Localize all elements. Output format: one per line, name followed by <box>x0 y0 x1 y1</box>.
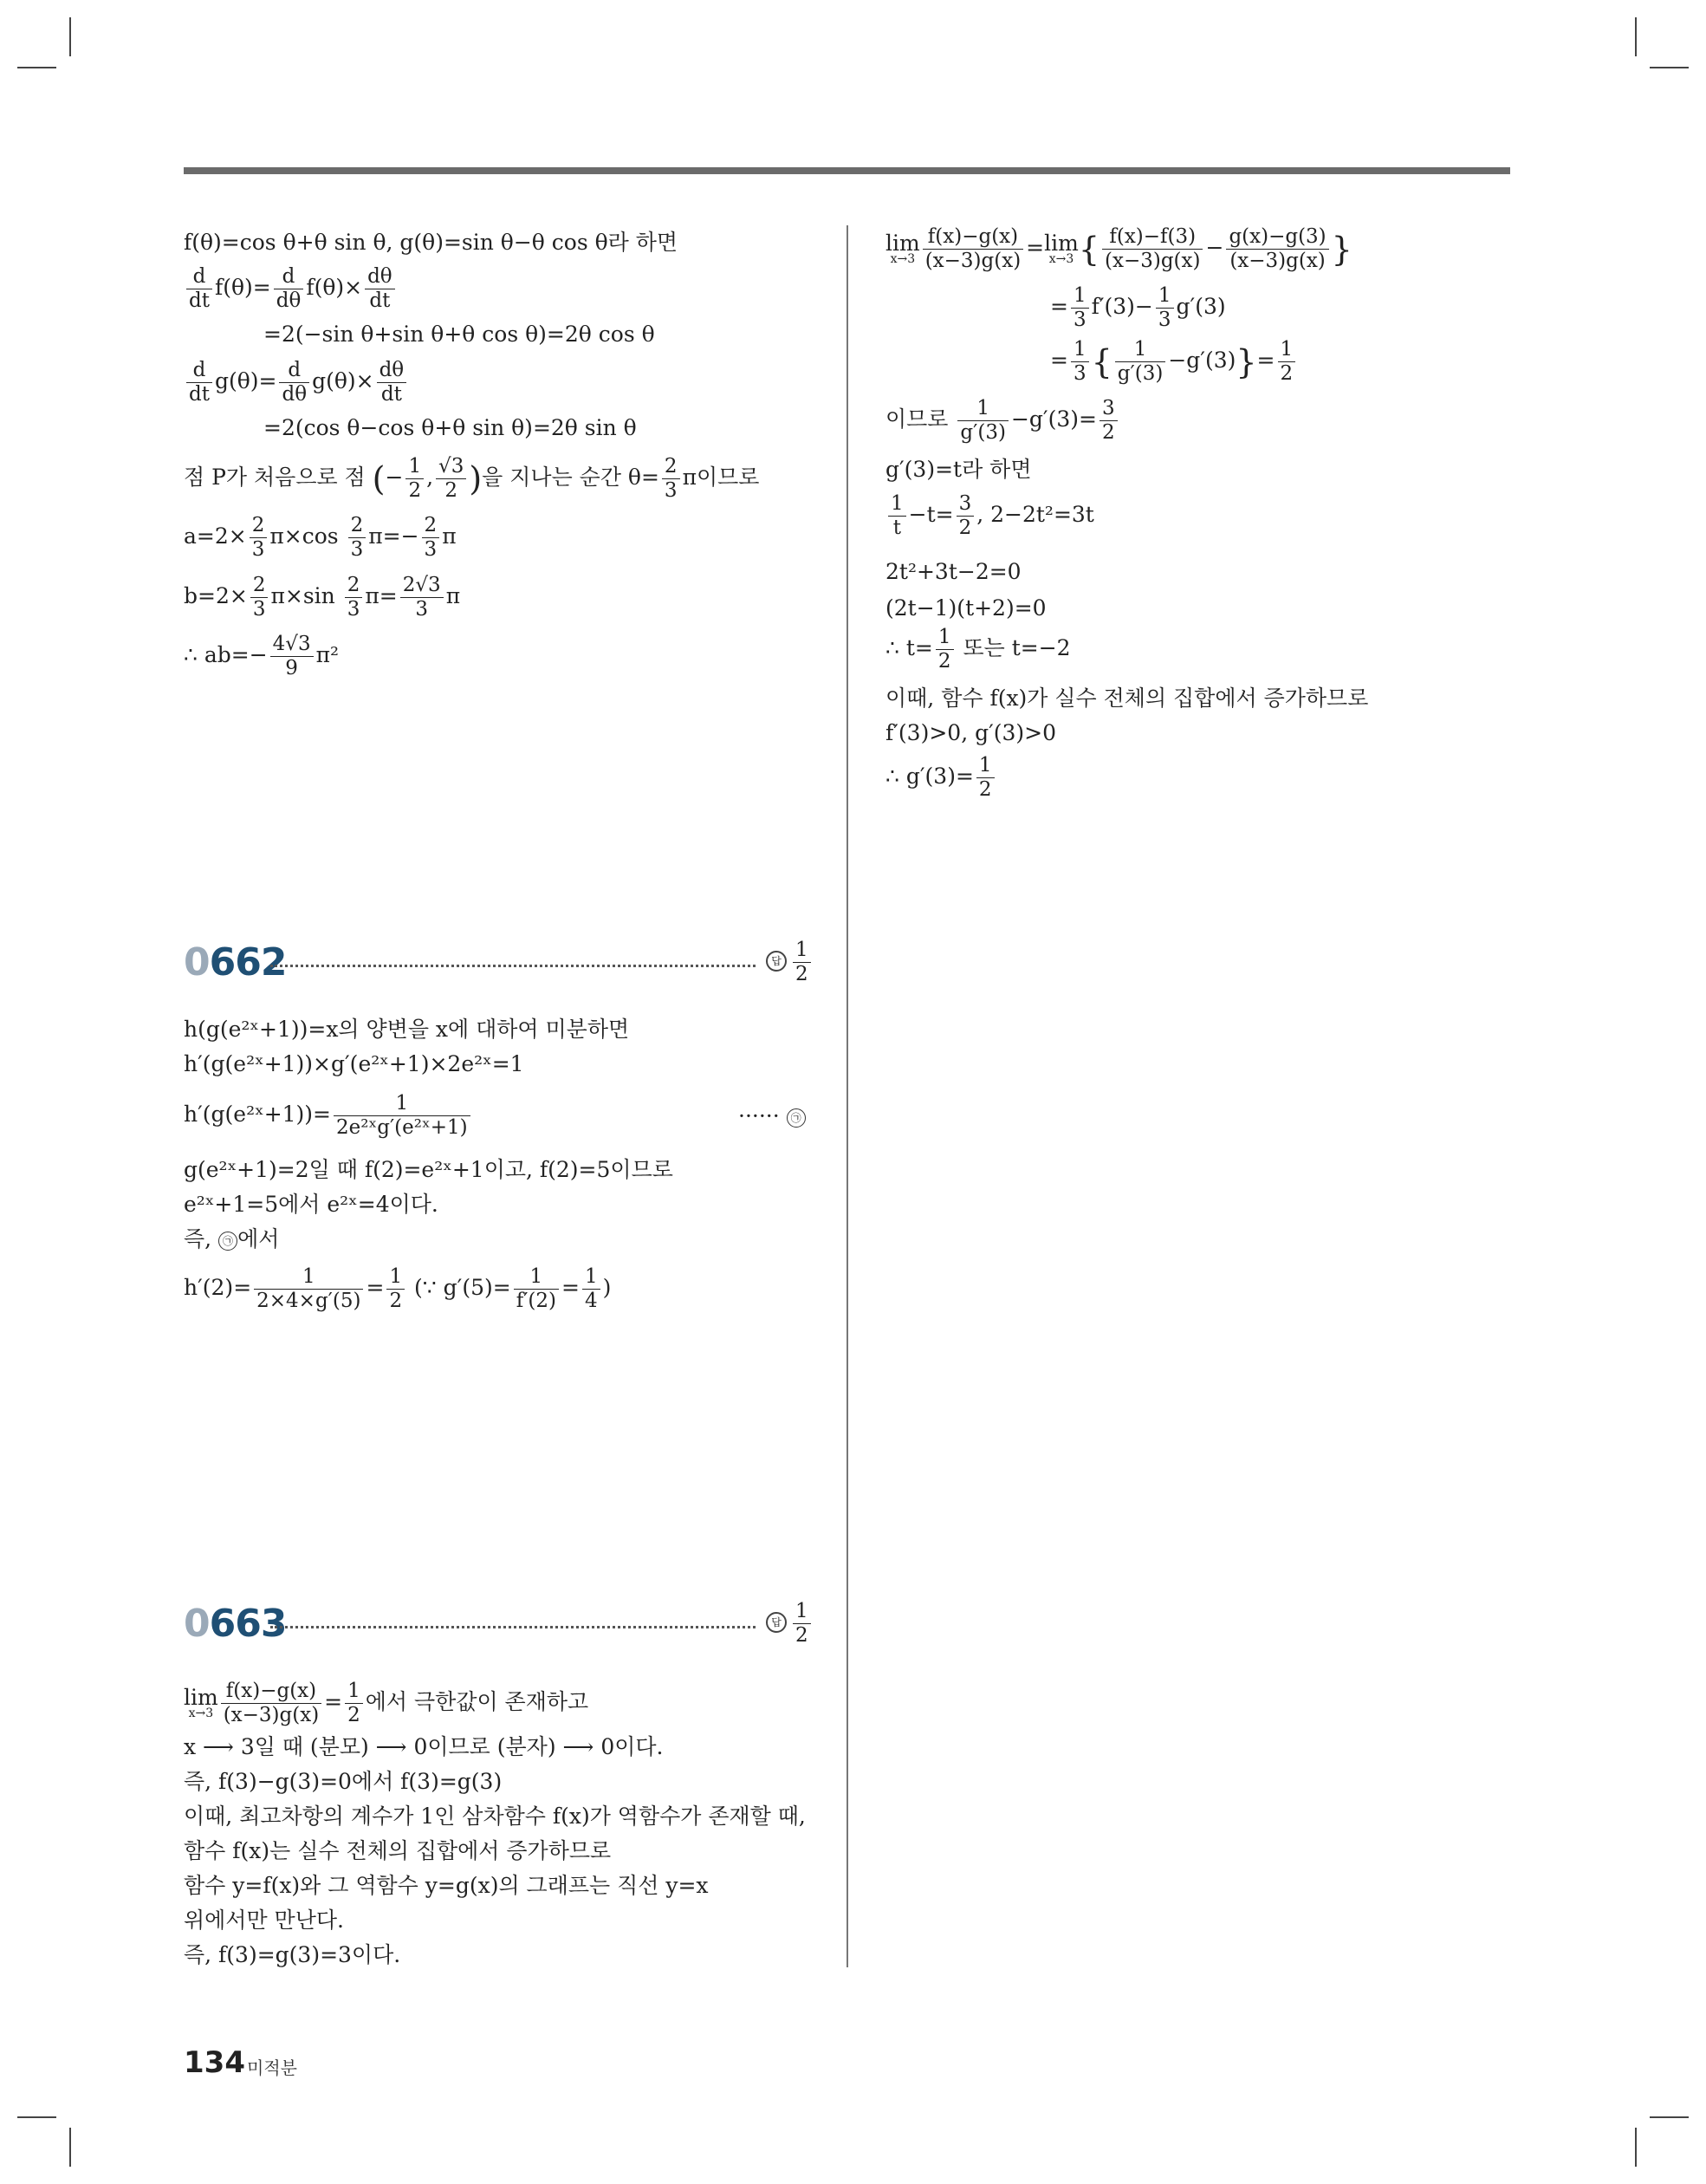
header-rule <box>184 167 1510 174</box>
eq-line: h′(2)= $\frac{1}{2\times 4\times g'(5)}$ = $\frac{1}{2}$ (∵ g′(5)= $\frac{1}{f'(2)}$ = $\frac{1}{4}$ ) <box>184 1265 612 1312</box>
eq-line: h′(g(e²ˣ+1))= $\frac{1}{\text{2e²ˣg′(e²ˣ+1)}}$ ······ ㉠ <box>184 1092 816 1140</box>
answer-value: $\frac{1}{2}$ <box>790 1600 814 1648</box>
answer-value: $\frac{1}{2}$ <box>790 939 814 986</box>
crop-mark <box>1635 2128 1637 2167</box>
eq-line: b=2× $\frac{2}{3}$ π×sin $\frac{2}{3}$ π= $\frac{2√3}{3}$ π <box>184 574 461 621</box>
eq-line: f(θ)=cos θ+θ sin θ, g(θ)=sin θ−θ cos θ라 하면 <box>184 230 678 255</box>
eq-line: ∴ g′(3)= $\frac{1}{2}$ <box>885 754 997 802</box>
ref-tag: ······ ㉠ <box>738 1099 806 1134</box>
circle-label: ㉠ <box>787 1108 806 1128</box>
eq-line: 이때, 최고차항의 계수가 1인 삼차함수 f(x)가 역함수가 존재할 때, <box>184 1804 806 1829</box>
section-header-662 <box>184 940 809 992</box>
eq-line: (2t−1)(t+2)=0 <box>885 595 1047 621</box>
eq-line: ∴ ab=− $\frac{4√3}{9}$ π² <box>184 633 340 679</box>
eq-line: 즉, ㉠ 에서 <box>184 1226 280 1251</box>
eq-line: 즉, f(3)=g(3)=3이다. <box>184 1942 401 1967</box>
crop-mark <box>1650 67 1689 68</box>
eq-line: =2(cos θ−cos θ+θ sin θ)=2θ sin θ <box>263 415 637 440</box>
page-number: 134 <box>184 2045 245 2080</box>
eq-line: = $\frac{1}{3}$ f′(3)− $\frac{1}{3}$ g′(3) <box>1050 284 1226 331</box>
running-footer-label: 미적분 <box>247 2057 297 2078</box>
eq-line: x ⟶ 3일 때 (분모) ⟶ 0이므로 (분자) ⟶ 0이다. <box>184 1734 664 1759</box>
crop-mark <box>1635 17 1637 56</box>
eq-line: f′(3)>0, g′(3)>0 <box>885 720 1057 745</box>
dotted-leader <box>270 1626 756 1628</box>
crop-mark <box>17 67 56 68</box>
eq-line: 이때, 함수 f(x)가 실수 전체의 집합에서 증가하므로 <box>885 686 1369 711</box>
crop-mark <box>1650 2116 1689 2118</box>
eq-line: 2t²+3t−2=0 <box>885 559 1022 584</box>
eq-line: 함수 y=f(x)와 그 역함수 y=g(x)의 그래프는 직선 y=x <box>184 1873 709 1898</box>
eq-line: a=2× $\frac{2}{3}$ π×cos $\frac{2}{3}$ π=− $\frac{2}{3}$ π <box>184 514 457 561</box>
eq-line: 이므로 $\frac{1}{g'(3)}$ −g′(3)= $\frac{3}{2}$ <box>885 397 1120 445</box>
crop-mark <box>69 17 71 56</box>
eq-line: $\frac{1}{t}$ −t= $\frac{3}{2}$ , 2−2t²=3t <box>885 492 1094 540</box>
crop-mark <box>17 2116 56 2118</box>
eq-line: $\frac{d}{dt}$ g(θ)= $\frac{d}{d\theta}$ g(θ)× $\frac{d\theta}{dt}$ <box>184 359 409 406</box>
problem-number: 0662 <box>184 940 287 985</box>
eq-line: = $\frac{1}{3}$ { $\frac{1}{g'(3)}$ −g′(3)}= $\frac{1}{2}$ <box>1050 338 1298 386</box>
column-divider <box>847 225 848 1967</box>
eq-line: 점 P가 처음으로 점 (− $\frac{1}{2}$ , $\frac{√3}{2}$ )을 지나는 순간 θ= $\frac{2}{3}$ π이므로 <box>184 455 760 502</box>
eq-line: =2(−sin θ+sin θ+θ cos θ)=2θ cos θ <box>263 322 655 347</box>
eq-line: 위에서만 만난다. <box>184 1908 344 1933</box>
eq-line: 즉, f(3)−g(3)=0에서 f(3)=g(3) <box>184 1769 503 1794</box>
circle-label: ㉠ <box>218 1232 237 1251</box>
eq-line: lim x→3 $\frac{f(x)-g(x)}{(x-3)g(x)}$ = $\frac{1}{2}$ 에서 극한값이 존재하고 <box>184 1680 589 1726</box>
problem-number: 0663 <box>184 1602 287 1646</box>
eq-line: 함수 f(x)는 실수 전체의 집합에서 증가하므로 <box>184 1838 612 1863</box>
eq-line: $\frac{d}{dt}$ f(θ)= $\frac{d}{d\theta}$ f(θ)× $\frac{d\theta}{dt}$ <box>184 265 398 313</box>
section-header-663 <box>184 1602 809 1654</box>
eq-line: h(g(e²ˣ+1))=x의 양변을 x에 대하여 미분하면 <box>184 1017 630 1042</box>
eq-line: g(e²ˣ+1)=2일 때 f(2)=e²ˣ+1이고, f(2)=5이므로 <box>184 1157 673 1182</box>
answer-icon: 답 <box>766 951 787 972</box>
eq-line: g′(3)=t라 하면 <box>885 457 1032 482</box>
answer-icon: 답 <box>766 1612 787 1633</box>
eq-line: ∴ t= $\frac{1}{2}$ 또는 t=−2 <box>885 626 1071 673</box>
eq-line: e²ˣ+1=5에서 e²ˣ=4이다. <box>184 1192 438 1217</box>
eq-line: h′(g(e²ˣ+1))×g′(e²ˣ+1)×2e²ˣ=1 <box>184 1051 524 1076</box>
eq-line: lim x→3 $\frac{f(x)-g(x)}{(x-3)g(x)}$ =lim x→3 { $\frac{f(x)-f(3)}{(x-3)g(x)}$ − $\frac{g(x)-g(3)}{(x-3)g(x)}$ } <box>885 225 1352 272</box>
crop-mark <box>69 2128 71 2167</box>
dotted-leader <box>270 965 756 967</box>
